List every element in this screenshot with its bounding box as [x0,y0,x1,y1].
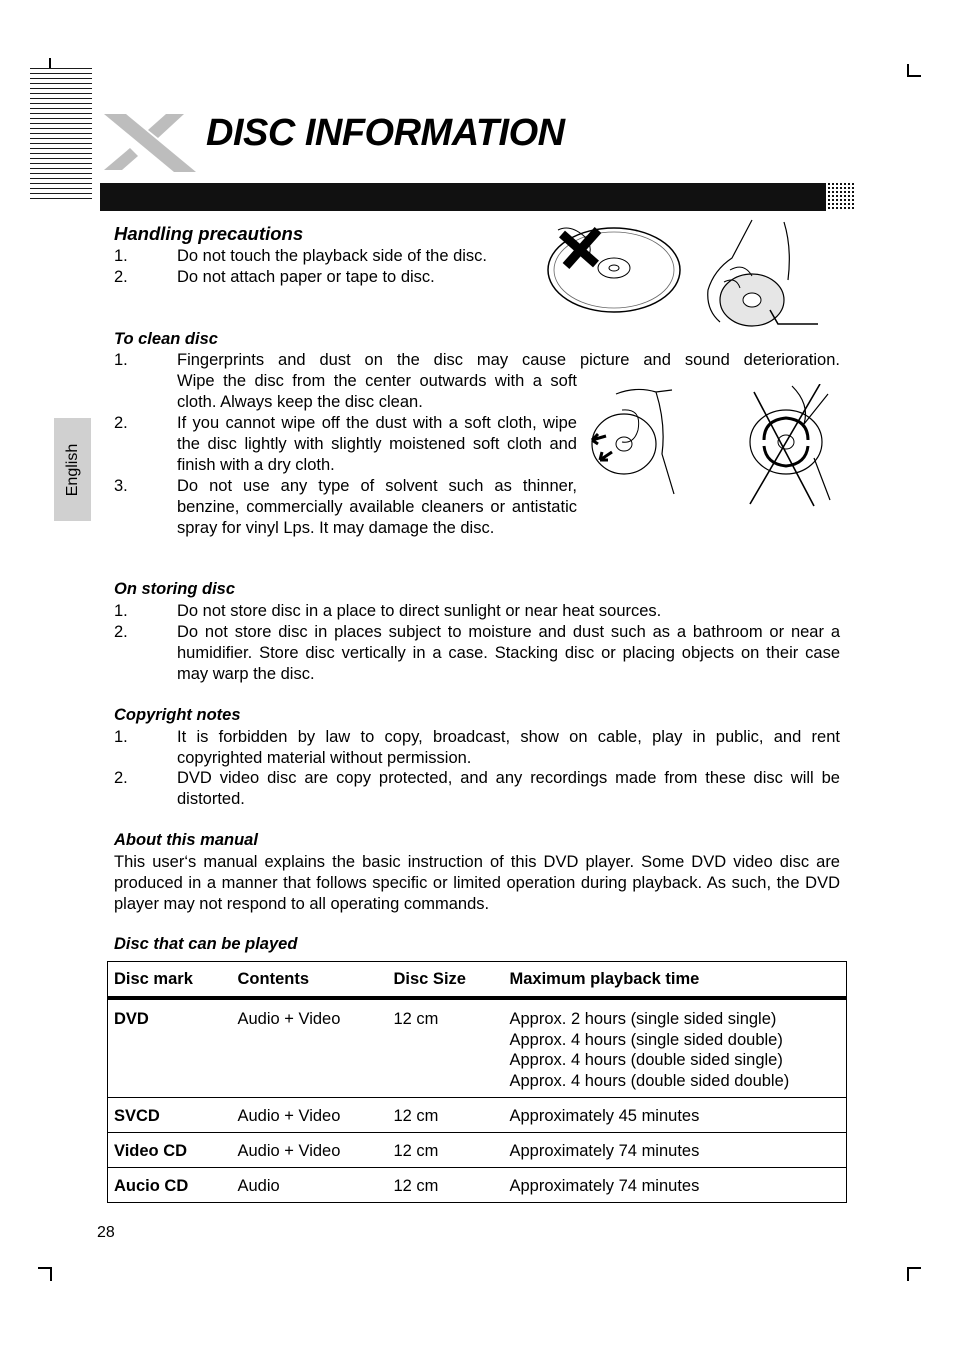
list-number: 1. [114,728,128,746]
list-number: 2. [114,414,128,432]
list-text: Do not store disc in places subject to moisture and dust such as a bathroom or near a humidifier. Store disc vertically in a case. Stacking disc or placing objects on their case may warp the disc. [177,623,840,683]
disc-mark: Aucio CD [108,1168,232,1203]
table-row [108,998,847,1098]
page-title: DISC INFORMATION [206,112,565,154]
crop-mark-bottom-right [907,1267,921,1269]
list-text: Do not use any type of solvent such as thinner, benzine, commercially available cleaners or antistatic spray for vinyl Lps. It may damage the disc. [177,477,577,537]
list-text: DVD video disc are copy protected, and any recordings made from these disc will be distorted. [177,769,840,808]
brand-logo [100,108,200,176]
playback-time-line: Approx. 2 hours (single sided single) [509,1010,777,1028]
manual-paragraph: This user‘s manual explains the basic instruction of this DVD player. Some DVD video disc are produced in a manner that follows specific or limited operation during playback. As such, the DVD player may not respond to all operating commands. [114,853,840,913]
disc-size: 12 cm [388,1133,504,1168]
disc-touch-illustration [544,220,684,320]
list-number: 2. [114,268,128,286]
column-header: Disc mark [108,962,232,999]
handling-heading: Handling precautions [114,223,304,244]
list-number: 2. [114,769,128,787]
disc-size: 12 cm [388,998,504,1098]
copyright-heading: Copyright notes [114,706,241,724]
page-number: 28 [97,1224,115,1241]
disc-mark: SVCD [108,1098,232,1133]
column-header: Disc Size [388,962,504,999]
table-row [108,1168,847,1203]
disc-size: 12 cm [388,1168,504,1203]
crop-mark-top-right-h [907,75,921,77]
playback-time-line: Approx. 4 hours (double sided single) [509,1051,783,1070]
list-text: Do not store disc in a place to direct sunlight or near heat sources. [177,602,662,620]
crop-mark-bottom-left-v [50,1267,52,1281]
language-tab [54,418,91,521]
disc-contents: Audio + Video [232,1098,388,1133]
list-number: 1. [114,351,128,369]
list-text: It is forbidden by law to copy, broadcast, show on cable, play in public, and rent copyrighted material without permission. [177,728,840,767]
playback-time [504,998,847,1098]
list-text-line: Fingerprints and dust on the disc may cause picture and sound deterioration. [177,351,840,369]
list-number: 1. [114,247,128,265]
disc-holding-illustration [700,218,820,330]
list-text: If you cannot wipe off the dust with a soft cloth, wipe the disc lightly with slightly moistened soft cloth and finish with a dry cloth. [177,414,577,474]
disc-mark: Video CD [108,1133,232,1168]
header-stripes [30,68,92,200]
disc-size: 12 cm [388,1098,504,1133]
title-bar-fade [820,183,856,211]
table-row [108,1133,847,1168]
disc-contents: Audio [232,1168,388,1203]
list-text: Do not touch the playback side of the disc. [177,247,488,265]
table-row [108,1098,847,1133]
cleaning-heading: To clean disc [114,330,218,348]
column-header: Maximum playback time [504,962,847,999]
playback-time-line: Approx. 4 hours (double sided double) [509,1071,790,1090]
storing-heading: On storing disc [114,580,236,598]
disc-mark: DVD [108,998,232,1098]
column-header: Contents [232,962,388,999]
wipe-wrong-illustration [744,384,836,508]
disc-contents: Audio + Video [232,998,388,1098]
disc-table [107,961,847,1203]
language-tab-label: English [63,443,81,496]
playback-time: Approximately 74 minutes [504,1133,847,1168]
wipe-correct-illustration [586,384,680,498]
playback-time: Approximately 45 minutes [504,1098,847,1133]
playable-heading: Disc that can be played [114,935,298,953]
title-bar [100,183,822,211]
playback-time-line: Approx. 4 hours (single sided double) [509,1030,783,1049]
table-header-row [108,962,847,999]
list-number: 2. [114,623,128,641]
disc-contents: Audio + Video [232,1133,388,1168]
list-text: Do not attach paper or tape to disc. [177,268,435,286]
crop-mark-bottom-right-v [907,1267,909,1281]
list-text: Wipe the disc from the center outwards with a soft cloth. Always keep the disc clean. [177,372,577,411]
manual-heading: About this manual [114,831,258,849]
list-number: 3. [114,477,128,495]
playback-time: Approximately 74 minutes [504,1168,847,1203]
list-number: 1. [114,602,128,620]
